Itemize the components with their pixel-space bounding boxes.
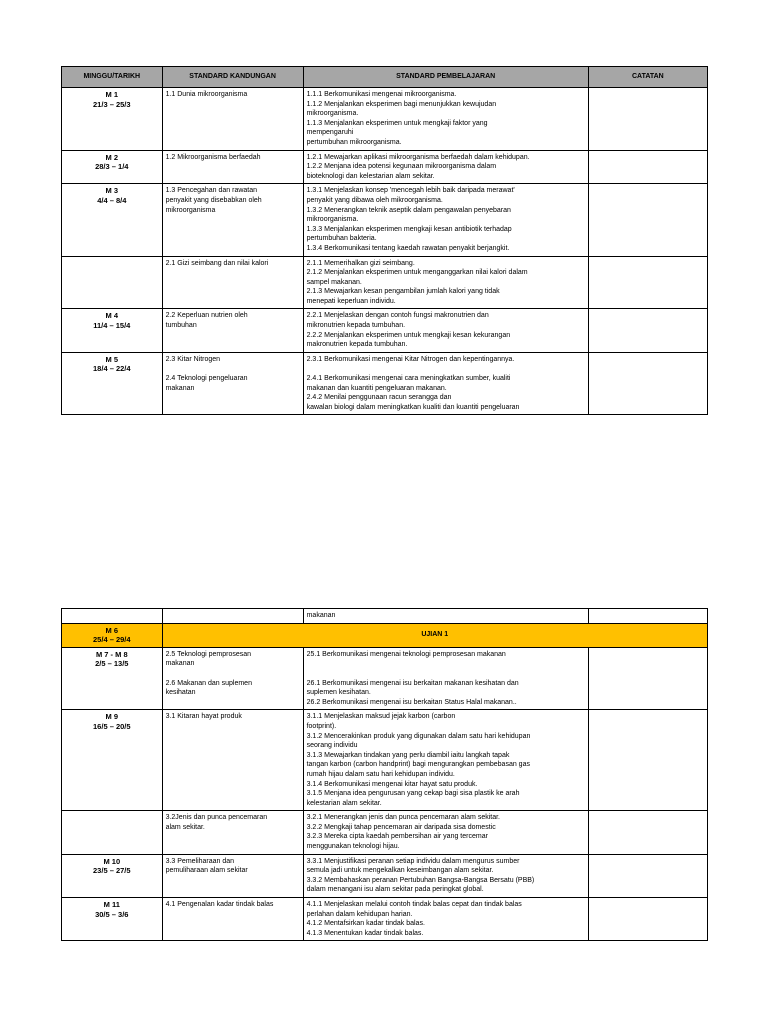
learning-cell: [303, 609, 588, 624]
learning-line: 3.1.5 Menjana idea pengurusan yang cekap bagi sisa plastik ke arah: [306, 790, 520, 798]
learning-line: 3.1.1 Menjelaskan maksud jejak karbon (carbon: [306, 713, 456, 721]
learning-line: 2.3.1 Berkomunikasi mengenai Kitar Nitrogen dan kepentingannya.: [306, 355, 515, 363]
learning-line: bioteknologi dan kelestarian alam sekitar.: [306, 172, 435, 180]
week-date: 18/4 – 22/4: [93, 364, 131, 374]
learning-cell: [303, 352, 588, 415]
week-date: 25/4 – 29/4: [93, 635, 131, 645]
week-cell: [62, 811, 163, 854]
learning-line: tangan karbon (carbon handprint) bagi mengurangkan pembebasan gas: [306, 761, 530, 769]
learning-line: pertumbuhan mikroorganisma.: [306, 138, 402, 146]
content-cell: [162, 256, 303, 309]
learning-line: 1.1.2 Menjalankan eksperimen bagi menunjukkan kewujudan: [306, 100, 497, 108]
notes-cell: [588, 352, 707, 415]
content-cell: [162, 150, 303, 184]
learning-line: sampel makanan.: [306, 278, 362, 286]
learning-line: mikroorganisma.: [306, 110, 359, 118]
header-learning-standard: STANDARD PEMBELAJARAN: [303, 67, 588, 88]
week-label: M 1: [105, 90, 119, 99]
week-cell: [62, 710, 163, 811]
content-line: 3.2Jenis dan punca pencemaran: [165, 814, 268, 822]
week-cell: [62, 647, 163, 710]
continuation-row: [62, 609, 708, 624]
content-line: 2.4 Teknologi pengeluaran: [165, 375, 248, 383]
week-date: 4/4 – 8/4: [97, 195, 127, 205]
content-line: 3.1 Kitaran hayat produk: [165, 713, 242, 721]
table-1-body: [62, 88, 708, 415]
learning-line: 3.2.1 Menerangkan jenis dan punca pencemaran alam sekitar.: [306, 814, 500, 822]
week-date: 23/5 – 27/5: [93, 866, 131, 876]
exam-label: UJIAN 1: [162, 623, 707, 647]
week-label: M 10: [103, 856, 121, 866]
learning-line: 2.2.1 Menjelaskan dengan contoh fungsi makronutrien dan: [306, 312, 489, 320]
learning-line: [307, 669, 585, 679]
notes-cell: [588, 88, 707, 151]
learning-cell: [303, 710, 588, 811]
content-line: 3.3 Pemeliharaan dan: [165, 857, 235, 865]
learning-line: 1.1.3 Menjalankan eksperimen untuk mengkaji faktor yang: [306, 119, 488, 127]
week-date: 16/5 – 20/5: [93, 721, 131, 731]
content-line: [166, 364, 300, 374]
content-cell: [162, 88, 303, 151]
week-label: M 6: [105, 625, 119, 635]
learning-line: pertumbuhan bakteria.: [306, 235, 377, 243]
content-line: 2.3 Kitar Nitrogen: [165, 355, 221, 363]
content-line: penyakit yang disebabkan oleh: [165, 196, 262, 204]
learning-line: 3.1.4 Berkomunikasi mengenai kitar hayat satu produk.: [306, 780, 478, 788]
learning-line: rumah hijau dalam satu hari kehidupan individu.: [306, 770, 455, 778]
learning-line: seorang individu: [306, 742, 358, 750]
learning-line: makronutrien kepada tumbuhan.: [306, 341, 408, 349]
week-label: M 11: [103, 900, 120, 910]
week-cell: [62, 352, 163, 415]
table-row: [62, 352, 708, 415]
header-row: [62, 67, 708, 88]
learning-line: 3.3.1 Menjustifikasi peranan setiap individu dalam mengurus sumber: [306, 857, 520, 865]
notes-cell: [588, 811, 707, 854]
table-2-body: [62, 609, 708, 941]
week-cell: [62, 150, 163, 184]
content-line: makanan: [165, 384, 195, 392]
notes-cell: [588, 710, 707, 811]
week-date: 21/3 – 25/3: [93, 99, 131, 109]
table-row: [62, 256, 708, 309]
learning-line: semula jadi untuk mengekalkan keseimbangan alam sekitar.: [306, 867, 494, 875]
week-cell: [62, 623, 163, 647]
learning-line: 4.1.1 Menjelaskan melalui contoh tindak balas cepat dan tindak balas: [306, 901, 522, 909]
learning-line: 1.3.4 Berkomunikasi tentang kaedah rawatan penyakit berjangkit.: [306, 244, 510, 252]
learning-line: 2.4.1 Berkomunikasi mengenai cara meningkatkan sumber, kualiti: [306, 375, 511, 383]
table-row: [62, 309, 708, 352]
week-cell: [62, 256, 163, 309]
learning-line: [307, 659, 585, 669]
learning-line: 1.1.1 Berkomunikasi mengenai mikroorganisma.: [306, 91, 457, 98]
learning-line: 1.2.1 Mewajarkan aplikasi mikroorganisma berfaedah dalam kehidupan.: [306, 153, 530, 161]
content-cell: [162, 811, 303, 854]
learning-line: menepati keperluan individu.: [306, 297, 396, 305]
content-cell: [162, 309, 303, 352]
week-cell: [62, 88, 163, 151]
schedule-table-1: [61, 66, 708, 415]
learning-line: 2.2.2 Menjalankan eksperimen untuk mengkaji kesan kekurangan: [306, 331, 511, 339]
learning-cell: [303, 898, 588, 941]
week-date: 28/3 – 1/4: [95, 162, 129, 172]
learning-line: 1.3.3 Menjalankan eksperimen mengkaji kesan antibiotik terhadap: [306, 225, 512, 233]
week-cell: [62, 609, 163, 624]
learning-line: 26.1 Berkomunikasi mengenai isu berkaitan makanan kesihatan dan: [306, 679, 519, 687]
notes-cell: [588, 854, 707, 897]
learning-cell: [303, 854, 588, 897]
learning-line: mikronutrien kepada tumbuhan.: [306, 322, 406, 330]
learning-line: penyakit yang dibawa oleh mikroorganisma.: [306, 196, 443, 204]
learning-line: footprint).: [306, 722, 337, 730]
content-line: 2.1 Gizi seimbang dan nilai kalori: [165, 259, 269, 267]
learning-line: menggunakan teknologi hijau.: [306, 843, 400, 851]
content-line: pemuliharaan alam sekitar: [165, 867, 248, 875]
week-cell: [62, 309, 163, 352]
learning-cell: [303, 150, 588, 184]
learning-line: 4.1.3 Menentukan kadar tindak balas.: [306, 929, 424, 937]
learning-line: makanan: [306, 612, 336, 619]
learning-line: kawalan biologi dalam meningkatkan kualiti dan kuantiti pengeluaran: [306, 403, 520, 411]
exam-row: [62, 623, 708, 647]
header-notes: CATATAN: [588, 67, 707, 88]
content-cell: [162, 898, 303, 941]
week-date: 30/5 – 3/6: [95, 909, 129, 919]
table-row: [62, 898, 708, 941]
learning-line: 3.3.2 Membahaskan peranan Pertubuhan Bangsa-Bangsa Bersatu (PBB): [306, 876, 535, 884]
learning-cell: [303, 256, 588, 309]
week-cell: [62, 854, 163, 897]
table-row: [62, 647, 708, 710]
content-cell: [162, 609, 303, 624]
header-content-standard: STANDARD KANDUNGAN: [162, 67, 303, 88]
learning-line: 1.3.1 Menjelaskan konsep 'mencegah lebih baik daripada merawat': [306, 187, 515, 195]
learning-line: kelestarian alam sekitar.: [306, 799, 382, 807]
content-line: 1.2 Mikroorganisma berfaedah: [165, 153, 261, 161]
table-row: [62, 710, 708, 811]
content-line: tumbuhan: [165, 322, 197, 330]
notes-cell: [588, 184, 707, 256]
week-label: M 3: [105, 186, 119, 196]
learning-line: perlahan dalam kehidupan harian.: [306, 910, 413, 918]
learning-line: suplemen kesihatan.: [306, 689, 371, 697]
learning-line: mempengaruhi: [306, 129, 354, 137]
week-cell: [62, 184, 163, 256]
table-row: [62, 150, 708, 184]
learning-line: mikroorganisma.: [306, 216, 359, 224]
learning-line: 1.2.2 Menjana idea potensi kegunaan mikroorganisma dalam: [306, 163, 497, 171]
learning-line: makanan dan kuantiti pengeluaran makanan.: [306, 384, 447, 392]
week-cell: [62, 898, 163, 941]
content-line: makanan: [165, 660, 195, 668]
learning-line: dalam menangani isu alam sekitar pada peringkat global.: [306, 886, 484, 894]
table-row: [62, 88, 708, 151]
learning-line: 3.2.2 Mengkaji tahap pencemaran air daripada sisa domestic: [306, 823, 496, 831]
content-line: 2.2 Keperluan nutrien oleh: [165, 312, 248, 320]
learning-line: 25.1 Berkomunikasi mengenai teknologi pemprosesan makanan: [306, 650, 506, 658]
content-cell: [162, 647, 303, 710]
week-label: M 4: [105, 311, 119, 321]
learning-cell: [303, 647, 588, 710]
week-date: 11/4 – 15/4: [93, 321, 131, 331]
learning-line: 2.1.3 Mewajarkan kesan pengambilan jumlah kalori yang tidak: [306, 288, 500, 296]
table-row: [62, 854, 708, 897]
content-line: 2.6 Makanan dan suplemen: [165, 679, 252, 687]
content-line: [166, 669, 300, 679]
learning-line: [307, 364, 585, 374]
learning-line: 2.1.1 Memerihalkan gizi seimbang.: [306, 259, 415, 267]
table-row: [62, 811, 708, 854]
week-label: M 5: [105, 354, 119, 364]
week-label: M 2: [105, 152, 119, 162]
learning-line: 4.1.2 Mentafsirkan kadar tindak balas.: [306, 920, 425, 928]
learning-cell: [303, 309, 588, 352]
learning-line: 2.4.2 Menilai penggunaan racun serangga dan: [306, 394, 452, 402]
week-label: M 9: [105, 712, 119, 722]
learning-line: 3.1.2 Mencerakinkan produk yang digunakan dalam satu hari kehidupan: [306, 732, 531, 740]
content-cell: [162, 352, 303, 415]
content-cell: [162, 184, 303, 256]
content-line: alam sekitar.: [165, 823, 205, 831]
content-line: 4.1 Pengenalan kadar tindak balas: [165, 901, 274, 909]
week-date: 2/5 – 13/5: [95, 659, 129, 669]
content-line: 2.5 Teknologi pemprosesan: [165, 650, 252, 658]
notes-cell: [588, 609, 707, 624]
content-cell: [162, 710, 303, 811]
notes-cell: [588, 256, 707, 309]
learning-cell: [303, 184, 588, 256]
schedule-table-2: [61, 608, 708, 941]
content-line: kesihatan: [165, 689, 196, 697]
content-line: 1.3 Pencegahan dan rawatan: [165, 187, 258, 195]
learning-line: 3.1.3 Mewajarkan tindakan yang perlu diambil iaitu langkah tapak: [306, 751, 510, 759]
header-week: MINGGU/TARIKH: [62, 67, 163, 88]
content-cell: [162, 854, 303, 897]
notes-cell: [588, 898, 707, 941]
learning-cell: [303, 88, 588, 151]
learning-cell: [303, 811, 588, 854]
week-label: M 7 - M 8: [95, 649, 128, 659]
content-line: mikroorganisma: [165, 206, 216, 214]
notes-cell: [588, 309, 707, 352]
table-row: [62, 184, 708, 256]
content-line: 1.1 Dunia mikroorganisma: [165, 91, 248, 98]
notes-cell: [588, 647, 707, 710]
learning-line: 2.1.2 Menjalankan eksperimen untuk menganggarkan nilai kalori dalam: [306, 269, 528, 277]
learning-line: 3.2.3 Mereka cipta kaedah pembersihan air yang tercemar: [306, 833, 488, 841]
learning-line: 26.2 Berkomunikasi mengenai isu berkaitan Status Halal makanan..: [306, 698, 517, 706]
learning-line: 1.3.2 Menerangkan teknik aseptik dalam pengawalan penyebaran: [306, 206, 511, 214]
notes-cell: [588, 150, 707, 184]
